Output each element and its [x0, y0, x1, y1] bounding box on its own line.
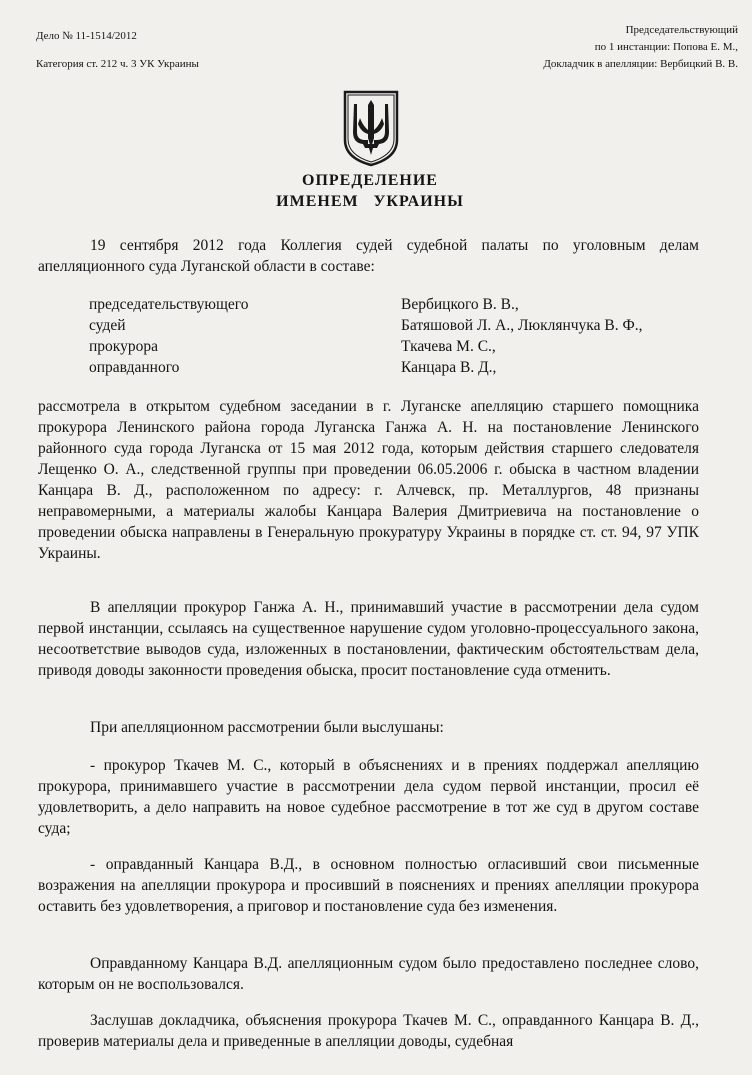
rapporteur: Докладчик в апелляции: Вербицкий В. В. [543, 58, 738, 70]
document-title: ОПРЕДЕЛЕНИЕ [302, 172, 438, 189]
body-paragraph: - оправданный Канцара В.Д., в основном полностью огласивший свои письменные возражения на апелляции прокурора и просивший в пояснениях и прениях апелляции прокурора оставить без удовлетворения, а приговор и постановление суда без изменения. [38, 856, 699, 915]
case-category: Категория ст. 212 ч. 3 УК Украины [36, 58, 199, 70]
composition-name: Вербицкого В. В., [401, 296, 519, 313]
composition-role: оправданного [89, 359, 180, 376]
tryzub-coat-of-arms-icon [341, 88, 401, 168]
body-paragraph: рассмотрела в открытом судебном заседании в г. Луганске апелляцию старшего помощника прокурора Ленинского района города Луганска Ганжа А. Н. на постановление Ленинского районного суда города Луганска от 15 мая 2012 года, которым действия старшего следователя Лещенко О. А., следственной группы при проведении 06.05.2006 г. обыска в частном владении Канцара В. Д., расположенном по адресу: г. Алчевск, пр. Металлургов, 48 признаны неправомерными, а материалы жалобы Канцара Валерия Дмитриевича на постановление о проведении обыска направлены в Генеральную прокуратуру Украины в порядке ст. ст. 94, 97 УПК Украины. [38, 398, 699, 562]
case-number: Дело № 11-1514/2012 [36, 30, 137, 42]
presiding-first-instance: по 1 инстанции: Попова Е. М., [594, 41, 738, 53]
composition-role: прокурора [89, 338, 158, 355]
composition-name: Канцара В. Д., [401, 359, 497, 376]
body-paragraph: Заслушав докладчика, объяснения прокурора Ткачев М. С., оправданного Канцара В. Д., проверив материалы дела и приведенные в апелляции доводы, судебная [38, 1012, 699, 1050]
body-paragraph: Оправданному Канцара В.Д. апелляционным судом было предоставлено последнее слово, которым он не воспользовался. [38, 955, 699, 993]
composition-role: председательствующего [89, 296, 249, 313]
document-subtitle: ИМЕНЕМ УКРАИНЫ [276, 193, 464, 210]
body-paragraph: - прокурор Ткачев М. С., который в объяснениях и в прениях поддержал апелляцию прокурора, принимавшего участие в рассмотрении дела судом первой инстанции, просил её удовлетворить, а дело направить на новое судебное рассмотрение в тот же суд в другом составе суда; [38, 757, 699, 837]
intro-paragraph: 19 сентября 2012 года Коллегия судей судебной палаты по уголовным делам апелляционного суда Луганской области в составе: [38, 237, 699, 275]
body-paragraph: В апелляции прокурор Ганжа А. Н., принимавший участие в рассмотрении дела судом первой инстанции, ссылаясь на существенное нарушение судом уголовно-процессуального закона, несоответствие выводов суда, изложенных в постановлении, фактическим обстоятельствам дела, приводя доводы законности проведения обыска, просит постановление суда отменить. [38, 599, 699, 679]
composition-role: судей [89, 317, 126, 334]
composition-name: Батяшовой Л. А., Люклянчука В. Ф., [401, 317, 643, 334]
composition-name: Ткачева М. С., [401, 338, 496, 355]
presiding-title: Председательствующий [625, 24, 738, 36]
body-paragraph: При апелляционном рассмотрении были выслушаны: [90, 719, 444, 736]
